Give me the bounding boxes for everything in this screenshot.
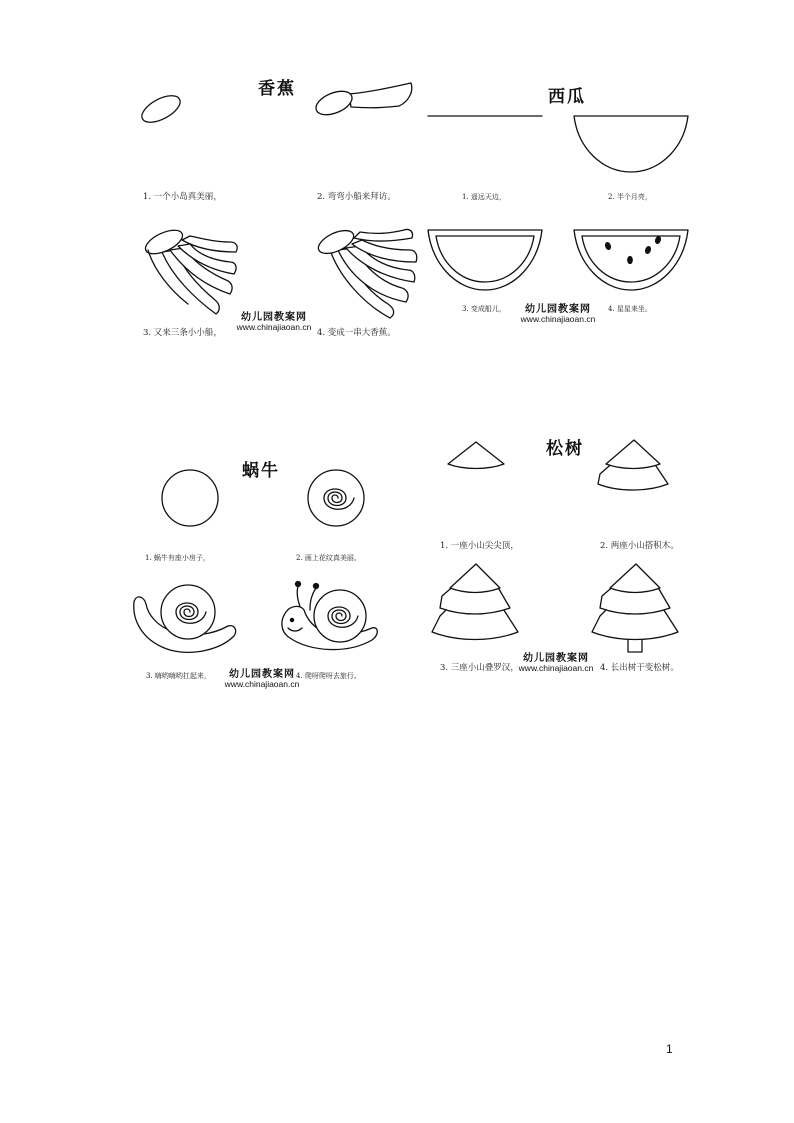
- banana-step2-caption: 2. 弯弯小船来拜访。: [317, 192, 396, 202]
- pine-step2-drawing: [596, 438, 672, 498]
- snail-step4-caption: 4. 爬呀爬呀去旅行。: [296, 672, 361, 680]
- watermelon-step4-caption: 4. 星星来坐。: [608, 305, 652, 313]
- snail-step4-drawing: [276, 572, 388, 662]
- snail-step2-caption: 2. 画上花纹真美丽。: [296, 554, 361, 562]
- page-number: 1: [666, 1042, 673, 1056]
- snail-step2-drawing: [306, 468, 368, 530]
- snail-step1-drawing: [160, 468, 220, 528]
- banana-step1-caption: 1. 一个小岛真美丽，: [143, 192, 222, 202]
- watermark-url: www.chinajiaoan.cn: [518, 663, 594, 673]
- watermark-name: 幼儿园教案网: [229, 669, 295, 680]
- watermark-name: 幼儿园教案网: [525, 304, 591, 315]
- snail-watermark: [220, 670, 304, 689]
- banana-step4-caption: 4. 变成一串大香蕉。: [317, 328, 396, 338]
- watermelon-title: 西瓜: [548, 87, 586, 107]
- watermelon-step3-drawing: [426, 228, 544, 294]
- snail-step1-caption: 1. 蜗牛有座小房子，: [145, 554, 210, 562]
- watermark-name: 幼儿园教案网: [241, 312, 307, 323]
- pine-step3-caption: 3. 三座小山叠罗汉，: [440, 663, 519, 673]
- banana-watermark: [232, 313, 316, 332]
- watermelon-step4-drawing: [572, 228, 690, 294]
- snail-step3-drawing: [130, 580, 240, 660]
- snail-step3-caption: 3. 嗨哟嗨哟扛起来，: [146, 672, 211, 680]
- banana-step4-drawing: [310, 220, 420, 320]
- pine-step2-caption: 2. 两座小山搭积木。: [600, 541, 679, 551]
- pine-watermark: [514, 654, 598, 673]
- watermelon-step1-caption: 1. 遥远天边，: [462, 193, 506, 201]
- pine-step4-caption: 4. 长出树干变松树。: [600, 663, 679, 673]
- pine-title: 松树: [546, 439, 584, 459]
- pine-step3-drawing: [430, 562, 522, 650]
- snail-title: 蜗牛: [242, 461, 280, 481]
- watermark-name: 幼儿园教案网: [523, 653, 589, 664]
- watermelon-step3-caption: 3. 变成船儿，: [462, 305, 506, 313]
- watermelon-step2-caption: 2. 半个月亮，: [608, 193, 652, 201]
- pine-step1-drawing: [446, 440, 508, 472]
- banana-step3-drawing: [136, 220, 246, 320]
- watermark-url: www.chinajiaoan.cn: [236, 322, 312, 332]
- watermark-url: www.chinajiaoan.cn: [224, 679, 300, 689]
- pine-step4-drawing: [590, 562, 682, 654]
- watermelon-watermark: [516, 305, 600, 324]
- banana-step2-drawing: [315, 80, 415, 130]
- watermark-url: www.chinajiaoan.cn: [520, 314, 596, 324]
- banana-step1-drawing: [140, 90, 190, 130]
- pine-step1-caption: 1. 一座小山尖尖顶，: [440, 541, 519, 551]
- watermelon-step1-drawing: [428, 112, 544, 120]
- watermelon-step2-drawing: [572, 114, 690, 176]
- watermelon-seed: [628, 257, 632, 264]
- banana-step3-caption: 3. 又来三条小小船，: [143, 328, 222, 338]
- banana-title: 香蕉: [258, 79, 296, 99]
